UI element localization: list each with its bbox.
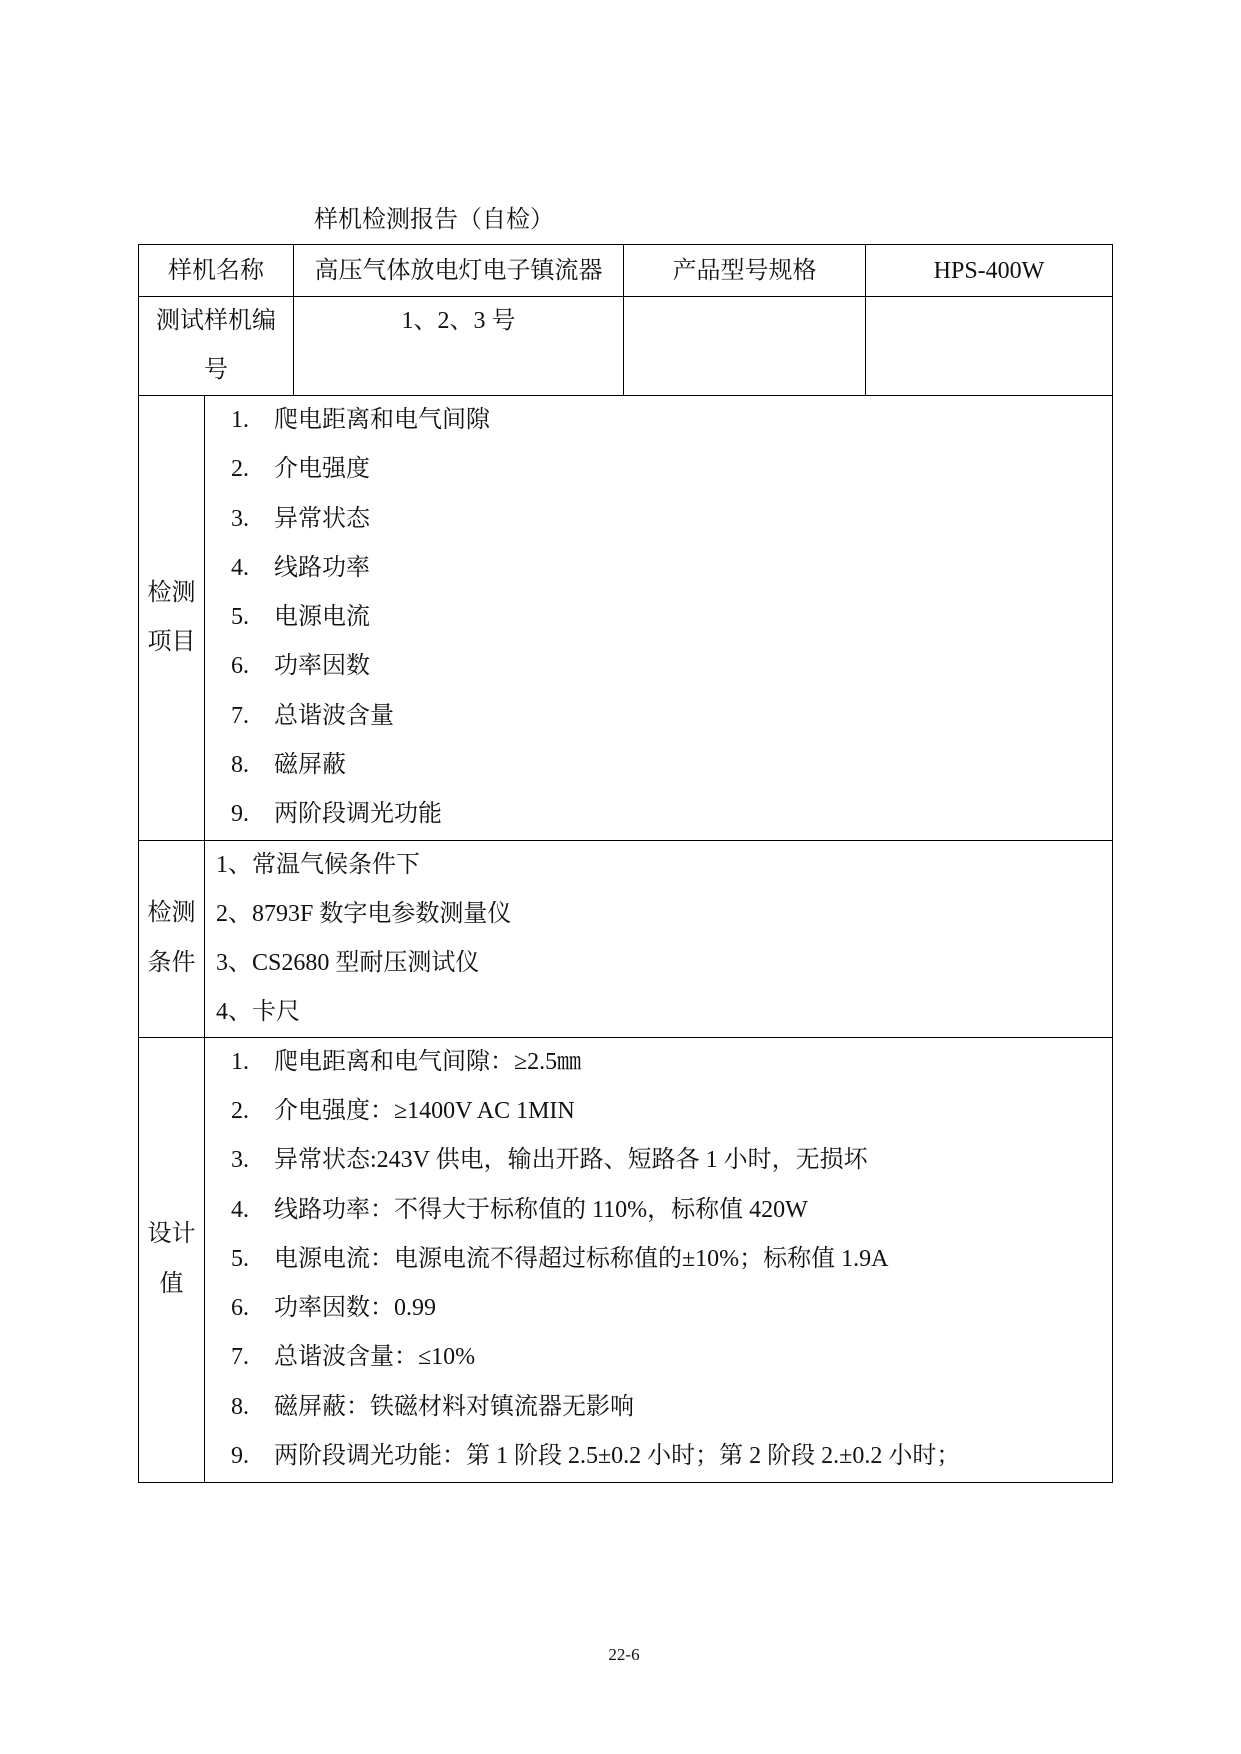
design-values-label: 设计值 bbox=[139, 1037, 205, 1482]
report-table bbox=[138, 244, 1113, 1483]
list-item bbox=[231, 1087, 1112, 1136]
list-item: 3、CS2680 型耐压测试仪 bbox=[216, 949, 480, 976]
item-number: 3. bbox=[231, 505, 249, 532]
empty-cell bbox=[866, 297, 1113, 396]
table-row bbox=[139, 1037, 1113, 1482]
test-items-list bbox=[205, 396, 1112, 840]
item-text: 介电强度 bbox=[274, 456, 370, 483]
item-text: 介电强度：≥1400V AC 1MIN bbox=[274, 1097, 575, 1124]
item-text: 线路功率 bbox=[274, 554, 370, 581]
table-row bbox=[139, 245, 1113, 297]
item-number: 7. bbox=[231, 702, 249, 729]
list-item bbox=[231, 1333, 1112, 1382]
sample-number-label: 测试样机编号 bbox=[139, 297, 294, 396]
sample-name-label: 样机名称 bbox=[139, 245, 294, 297]
design-values-list bbox=[205, 1038, 1112, 1482]
item-text: 总谐波含量 bbox=[274, 702, 394, 729]
list-item: 2、8793F 数字电参数测量仪 bbox=[216, 900, 512, 927]
list-item: 1、常温气候条件下 bbox=[216, 851, 420, 878]
list-item bbox=[231, 741, 1112, 790]
item-text: 异常状态 bbox=[274, 505, 370, 532]
test-conditions-cell bbox=[205, 840, 1113, 1037]
list-item bbox=[231, 642, 1112, 691]
item-number: 6. bbox=[231, 653, 249, 680]
model-label: 产品型号规格 bbox=[624, 245, 866, 297]
list-item bbox=[231, 1235, 1112, 1284]
item-text: 电源电流 bbox=[274, 604, 370, 631]
item-number: 3. bbox=[231, 1147, 249, 1174]
item-number: 2. bbox=[231, 1097, 249, 1124]
page-number: 22-6 bbox=[608, 1645, 640, 1664]
model-value: HPS-400W bbox=[866, 245, 1113, 297]
list-item bbox=[231, 1432, 1112, 1481]
test-items-cell bbox=[205, 396, 1113, 841]
design-values-cell bbox=[205, 1037, 1113, 1482]
item-text: 两阶段调光功能：第 1 阶段 2.5±0.2 小时；第 2 阶段 2.±0.2 小时； bbox=[274, 1443, 961, 1470]
list-item bbox=[231, 790, 1112, 839]
list-item bbox=[231, 396, 1112, 445]
item-number: 4. bbox=[231, 554, 249, 581]
item-number: 8. bbox=[231, 1393, 249, 1420]
list-item bbox=[231, 1136, 1112, 1185]
item-number: 1. bbox=[231, 407, 249, 433]
item-text: 电源电流：电源电流不得超过标称值的±10%；标称值 1.9A bbox=[274, 1245, 889, 1272]
list-item bbox=[231, 1038, 1112, 1087]
item-number: 5. bbox=[231, 1245, 249, 1272]
list-item bbox=[231, 593, 1112, 642]
item-number: 4. bbox=[231, 1196, 249, 1223]
list-item bbox=[231, 445, 1112, 494]
list-item bbox=[231, 495, 1112, 544]
item-number: 7. bbox=[231, 1344, 249, 1371]
item-number: 6. bbox=[231, 1295, 249, 1322]
item-text: 异常状态:243V 供电，输出开路、短路各 1 小时，无损坏 bbox=[274, 1147, 868, 1174]
item-number: 2. bbox=[231, 456, 249, 483]
item-text: 总谐波含量：≤10% bbox=[274, 1344, 476, 1371]
sample-name-value: 高压气体放电灯电子镇流器 bbox=[294, 245, 624, 297]
item-text: 线路功率：不得大于标称值的 110%，标称值 420W bbox=[274, 1196, 808, 1223]
list-item bbox=[231, 692, 1112, 741]
table-row bbox=[139, 297, 1113, 396]
item-text: 磁屏蔽：铁磁材料对镇流器无影响 bbox=[274, 1393, 634, 1420]
item-text: 两阶段调光功能 bbox=[274, 801, 442, 828]
item-text: 爬电距离和电气间隙：≥2.5㎜ bbox=[274, 1048, 582, 1075]
item-text: 磁屏蔽 bbox=[274, 752, 346, 779]
item-number: 1. bbox=[231, 1048, 249, 1075]
item-number: 9. bbox=[231, 1443, 249, 1470]
item-number: 5. bbox=[231, 604, 249, 631]
test-items-label: 检测项目 bbox=[139, 396, 205, 841]
item-number: 9. bbox=[231, 801, 249, 828]
list-item bbox=[231, 1186, 1112, 1235]
report-title: 样机检测报告（自检） bbox=[314, 207, 554, 233]
test-conditions-label: 检测条件 bbox=[139, 840, 205, 1037]
list-item bbox=[231, 1383, 1112, 1432]
list-item bbox=[231, 1284, 1112, 1333]
item-number: 8. bbox=[231, 752, 249, 779]
list-item bbox=[231, 544, 1112, 593]
list-item: 4、卡尺 bbox=[216, 998, 300, 1025]
sample-number-value: 1、2、3 号 bbox=[294, 297, 624, 396]
test-conditions-list bbox=[205, 841, 1112, 1037]
table-row bbox=[139, 840, 1113, 1037]
item-text: 爬电距离和电气间隙 bbox=[274, 407, 490, 433]
item-text: 功率因数 bbox=[274, 653, 370, 680]
item-text: 功率因数：0.99 bbox=[274, 1295, 436, 1322]
empty-cell bbox=[624, 297, 866, 396]
table-row bbox=[139, 396, 1113, 841]
